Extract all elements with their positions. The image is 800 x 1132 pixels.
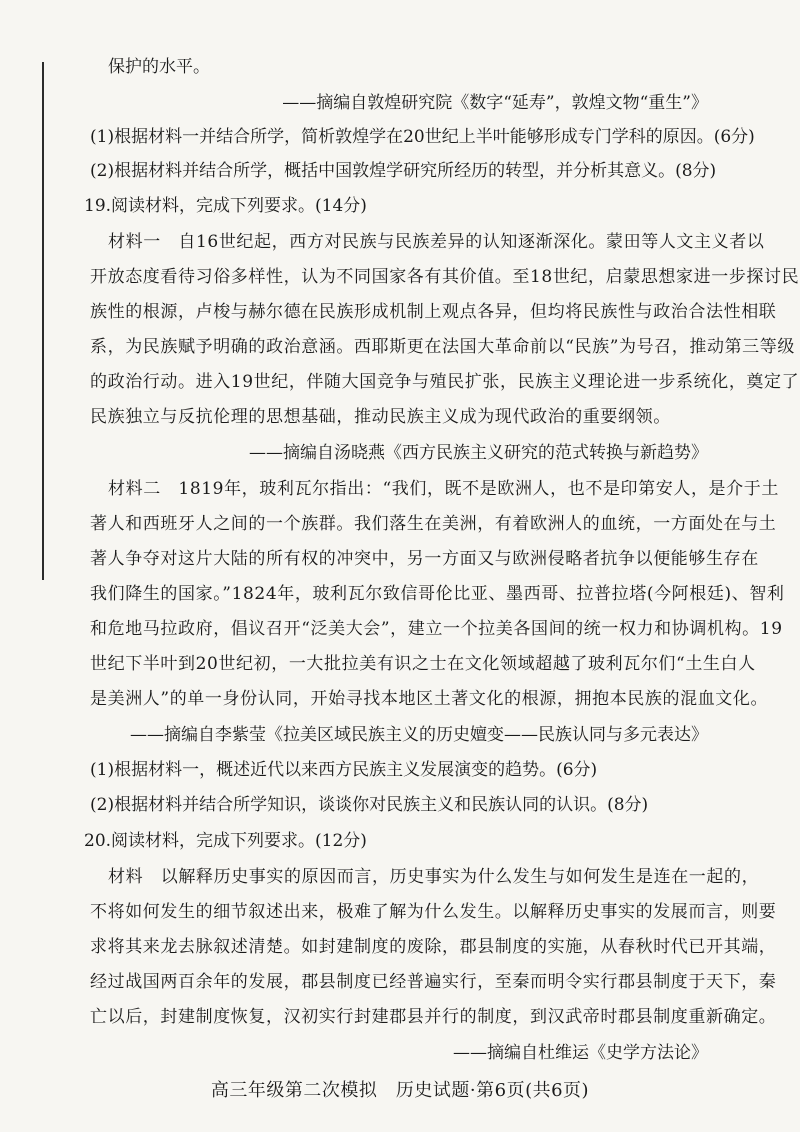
question-20-heading: 20.阅读材料，完成下列要求。(12分)	[84, 831, 367, 851]
question-18-1: (1)根据材料一并结合所学，简析敦煌学在20世纪上半叶能够形成专门学科的原因。(6分)	[90, 127, 755, 147]
material-line: 民族独立与反抗伦理的思想基础，推动民族主义成为现代政治的重要纲领。	[90, 407, 671, 427]
source-citation: ——摘编自李紫莹《拉美区域民族主义的历史嬗变——民族认同与多元表达》	[130, 725, 708, 745]
material-line: 世纪下半叶到20世纪初，一大批拉美有识之士在文化领域超越了玻利瓦尔们“土生白人	[90, 654, 756, 674]
source-citation: ——摘编自汤晓燕《西方民族主义研究的范式转换与新趋势》	[249, 443, 708, 463]
material-line: 的政治行动。进入19世纪，伴随大国竞争与殖民扩张，民族主义理论进一步系统化，奠定了	[90, 372, 800, 392]
material-line: 材料 以解释历史事实的原因而言，历史事实为什么发生与如何发生是连在一起的，	[108, 867, 760, 887]
source-citation: ——摘编自敦煌研究院《数字“延寿”，敦煌文物“重生”》	[282, 93, 708, 113]
material-line: 著人争夺对这片大陆的所有权的冲突中，另一方面又与欧洲侵略者抗争以便能够生存在	[90, 549, 759, 569]
question-18-2: (2)根据材料并结合所学，概括中国敦煌学研究所经历的转型，并分析其意义。(8分)	[90, 161, 717, 181]
material-line: 是美洲人”的单一身份认同，开始寻找本地区土著文化的根源，拥抱本民族的混血文化。	[90, 689, 769, 709]
material-line: 亡以后，封建制度恢复，汉初实行封建郡县并行的制度，到汉武帝时郡县制度重新确定。	[90, 1007, 777, 1027]
material-line: 系，为民族赋予明确的政治意涵。西耶斯更在法国大革命前以“民族”为号召，推动第三等级	[90, 337, 795, 357]
material-line: 不将如何发生的细节叙述出来，极难了解为什么发生。以解释历史事实的发展而言，则要	[90, 902, 777, 922]
continuation-text: 保护的水平。	[108, 57, 210, 77]
material-line: 材料二 1819年，玻利瓦尔指出：“我们，既不是欧洲人，也不是印第安人，是介于土	[108, 479, 779, 499]
material-line: 族性的根源，卢梭与赫尔德在民族形成机制上观点各异，但均将民族性与政治合法性相联	[90, 302, 777, 322]
question-19-heading: 19.阅读材料，完成下列要求。(14分)	[84, 196, 367, 216]
material-line: 我们降生的国家。”1824年，玻利瓦尔致信哥伦比亚、墨西哥、拉普拉塔(今阿根廷)、智利	[90, 584, 785, 604]
source-citation: ——摘编自杜维运《史学方法论》	[453, 1043, 708, 1063]
material-line: 材料一 自16世纪起，西方对民族与民族差异的认知逐渐深化。蒙田等人文主义者以	[108, 232, 765, 252]
material-line: 著人和西班牙人之间的一个族群。我们落生在美洲，有着欧洲人的血统，一方面处在与土	[90, 514, 777, 534]
question-19-2: (2)根据材料并结合所学知识，谈谈你对民族主义和民族认同的认识。(8分)	[90, 795, 649, 815]
material-line: 和危地马拉政府，倡议召开“泛美大会”，建立一个拉美各国间的统一权力和协调机构。19	[90, 619, 783, 639]
binding-margin-line	[42, 62, 44, 580]
question-19-1: (1)根据材料一，概述近代以来西方民族主义发展演变的趋势。(6分)	[90, 760, 598, 780]
material-line: 求将其来龙去脉叙述清楚。如封建制度的废除，郡县制度的实施，从春秋时代已开其端，	[90, 937, 777, 957]
material-line: 开放态度看待习俗多样性，认为不同国家各有其价值。至18世纪，启蒙思想家进一步探讨民	[90, 267, 800, 287]
page-footer: 高三年级第二次模拟 历史试题·第6页(共6页)	[210, 1080, 590, 1101]
material-line: 经过战国两百余年的发展，郡县制度已经普遍实行，至秦而明令实行郡县制度于天下，秦	[90, 972, 777, 992]
